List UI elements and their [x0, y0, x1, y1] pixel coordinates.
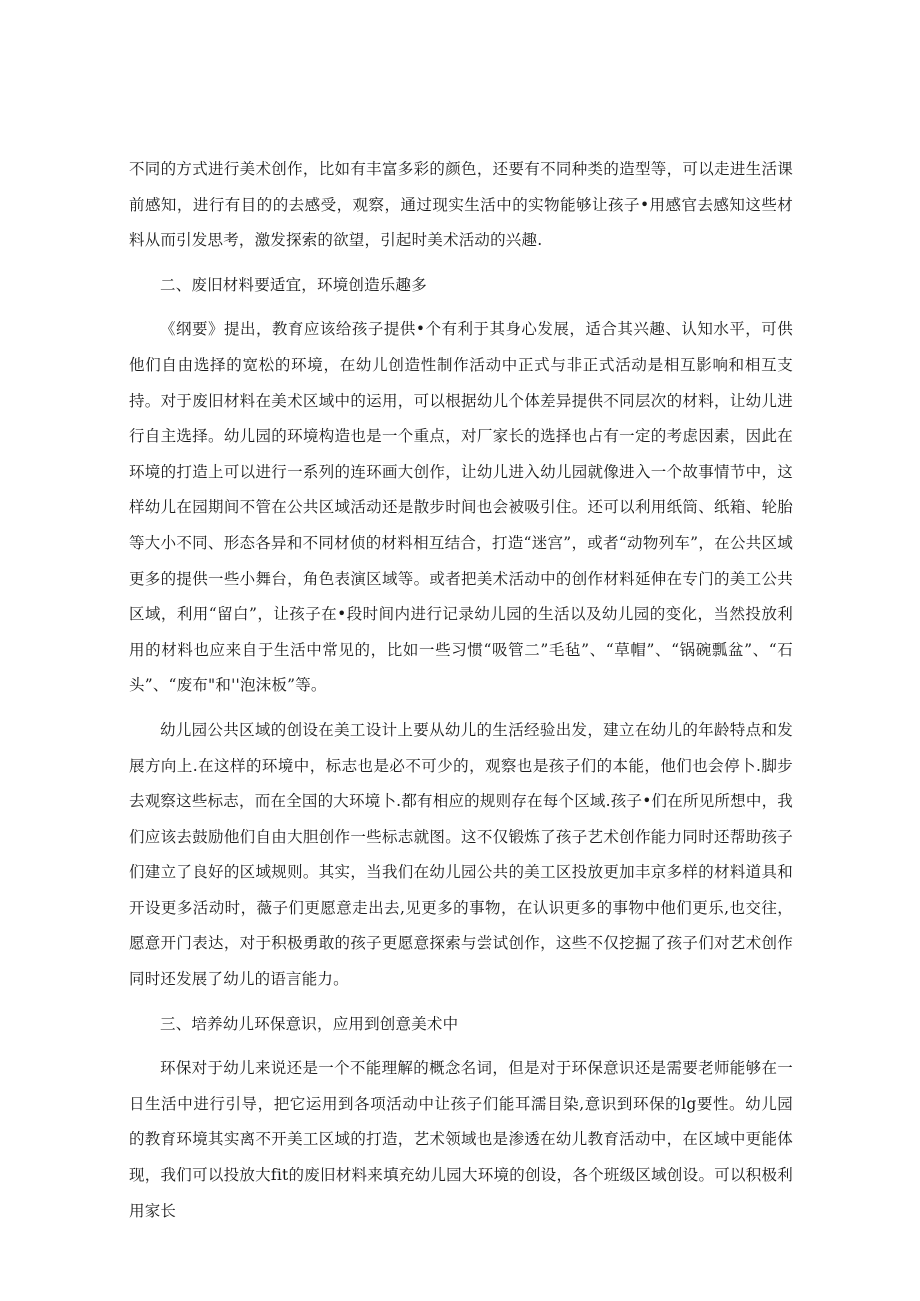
paragraph-environmental-awareness: 环保对于幼儿来说还是一个不能理解的概念名词，但是对于环保意识还是需要老师能够在一日生活中进行引导，把它运用到各项活动中让孩子们能耳濡目染,意识到环保的lg要性。幼儿园的教育环境其实离不开美工区域的打造，艺术领域也是渗透在幼儿教育活动中，在区域中更能体现，我们可以投放大fit的废旧材料来填充幼儿园大环境的创设，各个班级区域创设。可以积极利用家长: [129, 1059, 793, 1220]
section-heading-3: 三、培养幼儿环保意识，应用到创意美术中: [160, 1014, 459, 1033]
paragraph-continuation: 不同的方式进行美术创作，比如有丰富多彩的颜色，还要有不同种类的造型等，可以走进生活课前感知，进行有目的的去感受，观察，通过现实生活中的实物能够让孩子•用感官去感知这些材料从而引发思考，激发探索的欲望，引起时美术活动的兴趣.: [129, 160, 793, 250]
paragraph-guidelines: 《纲要》提出，教育应该给孩子提供•个有利于其身心发展，适合其兴趣、认知水平，可供他们自由选择的宽松的环境，在幼儿创造性制作活动中正式与非正式活动是相互影响和相互支持。对于废旧材料在美术区域中的运用，可以根据幼儿个体差异提供不同层次的材料，让幼儿进行自主选择。幼儿园的环境构造也是一个重点，对厂家长的选择也占有一定的考虑因素，因此在环境的打造上可以进行一系列的连环画大创作，让幼儿进入幼儿园就像进入一个故事情节中，这样幼儿在园期间不管在公共区域活动还是散步时间也会被吸引住。还可以利用纸筒、纸箱、轮胎等大小不同、形态各异和不同材侦的材料相互结合，打造“迷宫”，或者“动物列车”，在公共区域更多的提供一些小舞台，角色表演区域等。或者把美术活动中的创作材料延伸在专门的美工公共区域，利用“留白”，让孩子在•段时间内进行记录幼儿园的生活以及幼儿园的变化，当然投放利用的材料也应来自于生活中常见的，比如一些习惯“吸管二”毛毡”、“草帽”、“锅碗瓢盆”、“石头”、“废布"和''泡沫板”等。: [129, 320, 793, 695]
paragraph-public-area: 幼儿园公共区域的创设在美工设计上要从幼儿的生活经验出发，建立在幼儿的年龄特点和发展方向上.在这样的环境中，标志也是必不可少的，观察也是孩子们的本能，他们也会停卜.脚步去观察这些标志，而在全国的大环境卜.都有相应的规则存在每个区域.孩子•们在所见所想中，我们应该去鼓励他们自由大胆创作一些标志就图。这不仅锻炼了孩子艺术创作能力同时还帮助孩子们建立了良好的区域规则。其实，当我们在幼儿园公共的美工区投放更加丰京多样的材料道具和开设更多活动时，薇子们更愿意走出去,见更多的事物，在认识更多的事物中他们更乐,也交往，愿意开门表达，对于积极勇敢的孩子更愿意探索与尝试创作，这些不仅挖掘了孩子们对艺术创作同时还发展了幼儿的语言能力。: [129, 720, 793, 989]
section-heading-2: 二、废旧材料要适宜，环境创造乐趣多: [160, 275, 427, 294]
document-body: [129, 152, 793, 1229]
